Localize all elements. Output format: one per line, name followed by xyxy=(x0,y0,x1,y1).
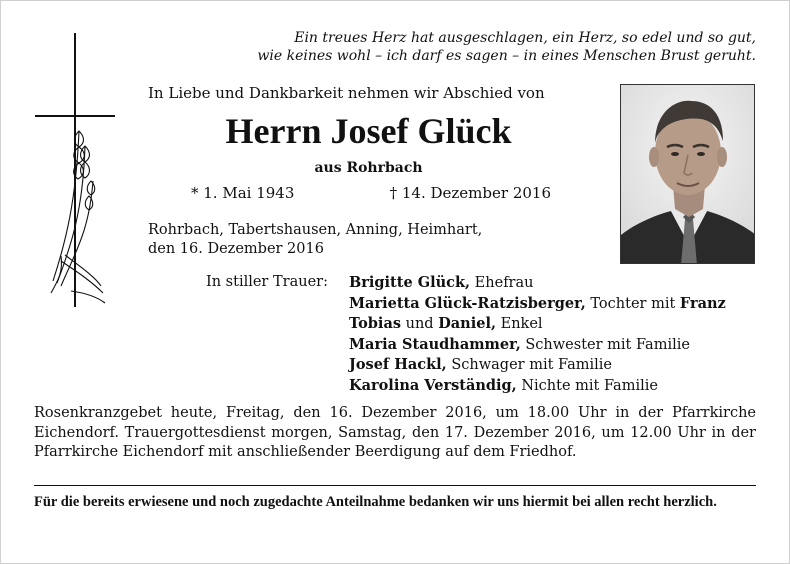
mourner-name: Karolina Verständig, xyxy=(349,376,517,394)
quote-line: wie keines wohl – ich darf es sagen – in eines Menschen Brust geruht. xyxy=(257,48,756,64)
mourner-name: Brigitte Glück, xyxy=(349,274,471,291)
mourner-name: Marietta Glück-Ratzisberger, xyxy=(349,294,586,312)
mourner-relation: Enkel xyxy=(496,316,543,332)
places-line: Rohrbach, Tabertshausen, Anning, Heimhart, xyxy=(148,222,483,238)
divider xyxy=(34,485,756,486)
date-line: den 16. Dezember 2016 xyxy=(148,241,324,257)
memorial-quote xyxy=(151,29,756,65)
deceased-name: Herrn Josef Glück xyxy=(225,111,512,151)
mourner-relation: Schwager mit Familie xyxy=(446,357,612,373)
mourner-name: Tobias xyxy=(349,315,402,332)
mourner-relation: Ehefrau xyxy=(470,275,534,291)
list-item xyxy=(349,335,726,356)
quote-line: Ein treues Herz hat ausgeschlagen, ein Herz, so edel und so gut, xyxy=(294,30,756,46)
place-and-date xyxy=(148,221,482,259)
mourners-list xyxy=(349,273,726,396)
mourner-relation: Nichte mit Familie xyxy=(516,377,658,394)
death-date: † 14. Dezember 2016 xyxy=(389,184,551,202)
mourner-relation: und xyxy=(401,316,439,332)
deceased-hometown: aus Rohrbach xyxy=(314,160,423,176)
list-item xyxy=(349,273,726,294)
mourner-relation: Schwester mit Familie xyxy=(520,336,690,353)
mourner-relation: Tochter mit xyxy=(585,295,680,312)
birth-date: * 1. Mai 1943 xyxy=(191,184,295,202)
list-item xyxy=(349,294,726,315)
cross-with-wheat-icon xyxy=(31,31,121,311)
list-item xyxy=(349,355,726,376)
list-item xyxy=(349,376,726,397)
mourner-name: Franz xyxy=(679,294,726,312)
portrait-photo xyxy=(620,84,755,264)
mourners-label: In stiller Trauer: xyxy=(206,274,328,290)
mourners-section xyxy=(206,273,726,396)
service-details: Rosenkranzgebet heute, Freitag, den 16. Dezember 2016, um 18.00 Uhr in der Pfarrkirche Eichendorf. Trauergottesdienst morgen, Samstag, den 17. Dezember 2016, um 12.00 Uhr in der Pfarrkirche Eichendorf mit anschließender Beerdigung auf dem Friedhof. xyxy=(34,405,756,461)
mourner-name: Josef Hackl, xyxy=(349,356,447,373)
mourner-name: Daniel, xyxy=(438,315,497,332)
intro-text: In Liebe und Dankbarkeit nehmen wir Abschied von xyxy=(148,84,545,102)
life-dates xyxy=(191,184,551,202)
thanks-text: Für die bereits erwiesene und noch zugedachte Anteilnahme bedanken wir uns hiermit bei allen recht herzlich. xyxy=(34,494,717,510)
list-item xyxy=(349,314,726,335)
mourner-name: Maria Staudhammer, xyxy=(349,335,521,353)
